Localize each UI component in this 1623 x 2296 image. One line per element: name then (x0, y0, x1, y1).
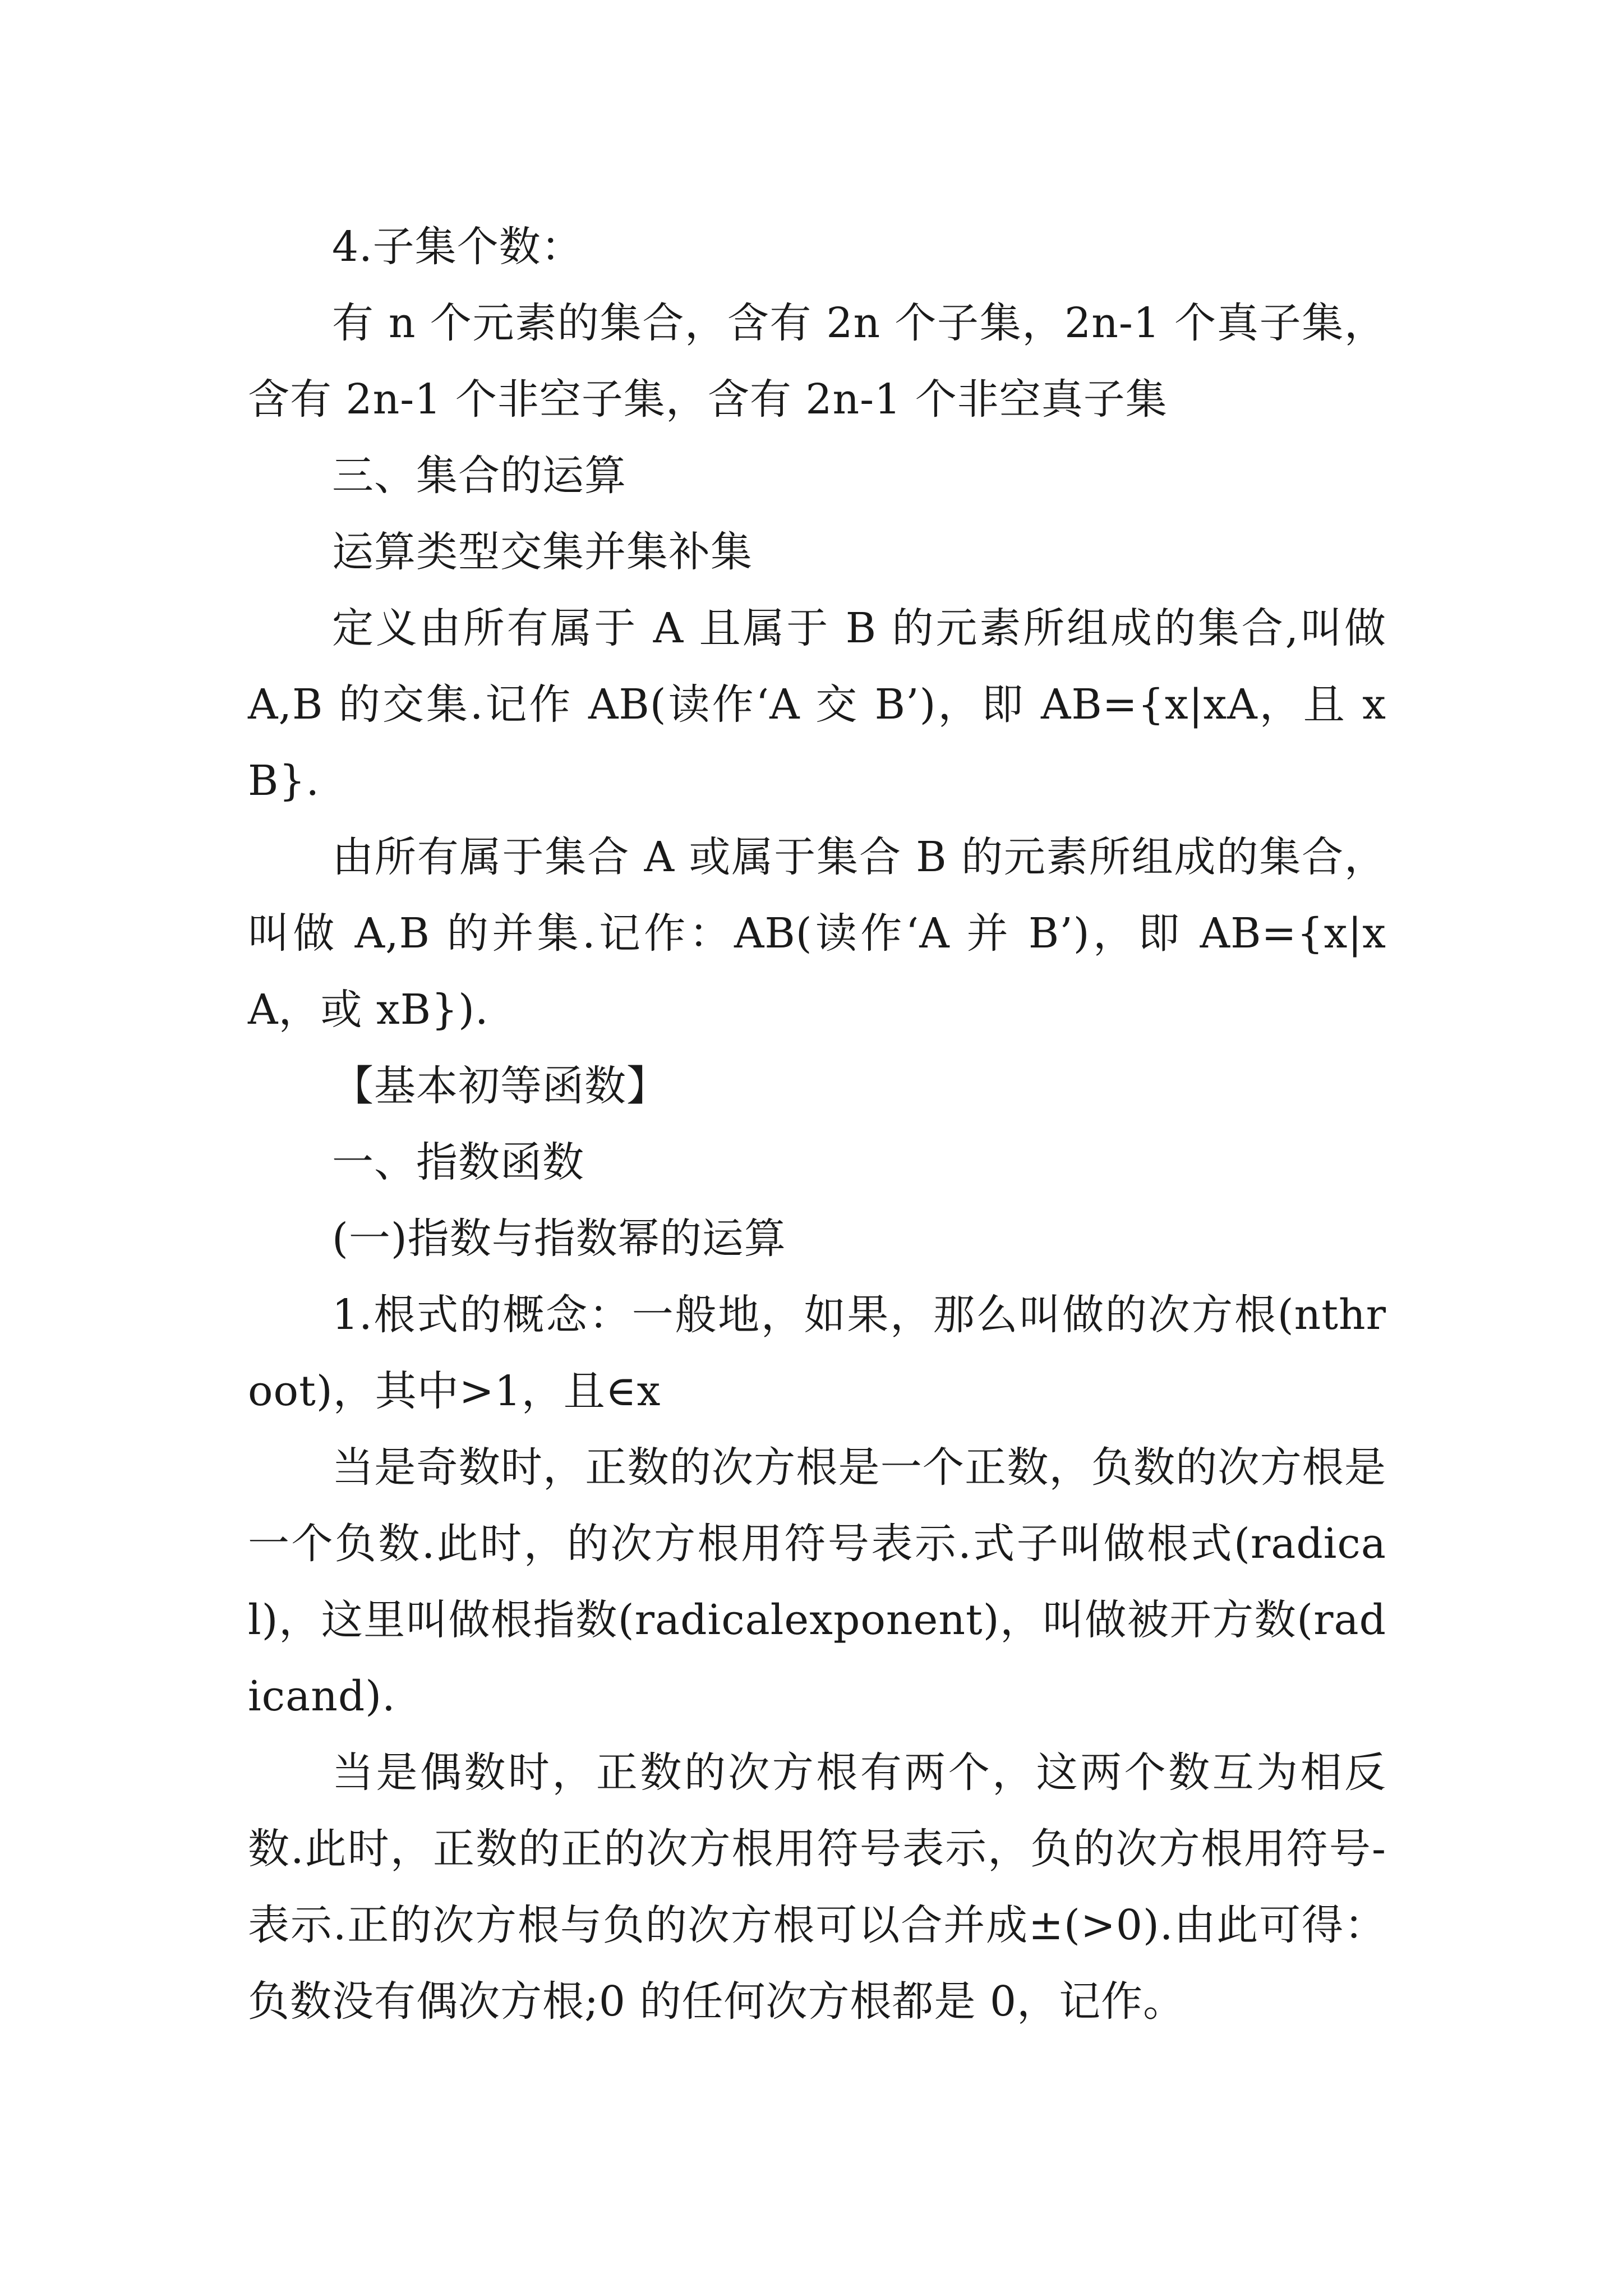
paragraph-subset-count-heading: 4.子集个数： (332, 223, 583, 271)
paragraph-intersection-definition: 定义由所有属于 A 且属于 B 的元素所组成的集合,叫做 A,B 的交集.记作 AB(读作‘A 交 B’)，即 AB={x|xA，且 xB}. (248, 604, 1400, 805)
paragraph-even-root: 当是偶数时，正数的次方根有两个，这两个数互为相反数.此时，正数的正的次方根用符号表示，负的次方根用符号-表示.正的次方根与负的次方根可以合并成±(>0).由此可得：负数没有偶次方根;0 的任何次方根都是 0，记作。 (248, 1749, 1386, 2026)
paragraph-odd-root: 当是奇数时，正数的次方根是一个正数，负数的次方根是一个负数.此时，的次方根用符号表示.式子叫做根式(radical)，这里叫做根指数(radicalexponent)，叫做被开方数(radicand). (248, 1443, 1386, 1720)
paragraph-radical-concept: 1.根式的概念：一般地，如果，那么叫做的次方根(nthroot)，其中>1，且∈x (248, 1291, 1386, 1415)
paragraph-set-operations-heading: 三、集合的运算 (332, 452, 626, 500)
paragraph-elementary-functions-heading: 【基本初等函数】 (332, 1062, 668, 1110)
paragraph-exponential-function-heading: 一、指数函数 (332, 1138, 584, 1186)
paragraph-operation-types: 运算类型交集并集补集 (332, 528, 753, 576)
paragraph-exponent-operations-heading: (一)指数与指数幂的运算 (332, 1214, 786, 1263)
paragraph-subset-count-body: 有 n 个元素的集合，含有 2n 个子集，2n-1 个真子集，含有 2n-1 个非空子集，含有 2n-1 个非空真子集 (248, 299, 1386, 424)
paragraph-union-definition: 由所有属于集合 A 或属于集合 B 的元素所组成的集合，叫做 A,B 的并集.记作：AB(读作‘A 并 B’)，即 AB={x|xA，或 xB}). (248, 833, 1386, 1034)
document-page (248, 209, 1400, 2040)
